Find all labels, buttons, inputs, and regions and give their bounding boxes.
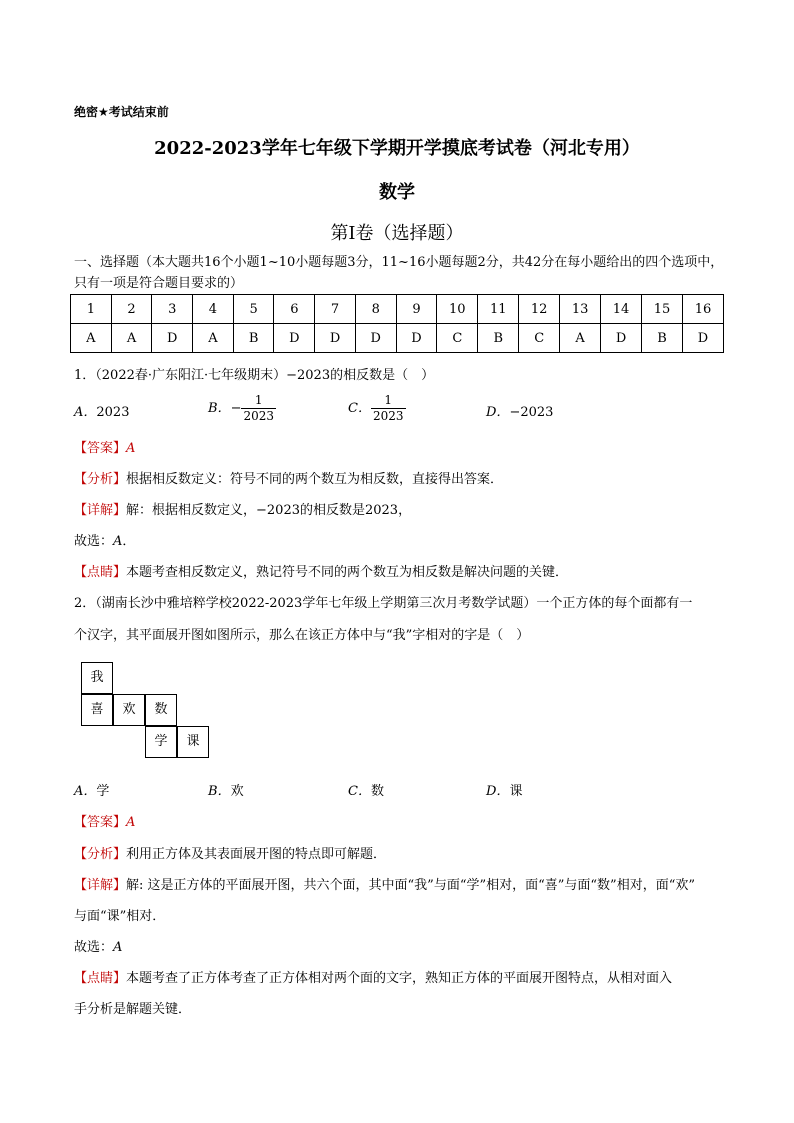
q2-analysis: 利用正方体及其表面展开图的特点即可解题． (126, 847, 387, 862)
answer-cell: D (601, 324, 642, 353)
q2-option-b-text: 欢 (230, 784, 244, 799)
q1-comment: 本题考查相反数定义，熟记符号不同的两个数互为相反数是解决问题的关键． (126, 565, 569, 580)
q1-option-d-label: D． (486, 405, 510, 420)
answer-cell: C (437, 324, 478, 353)
q1-option-c (348, 393, 406, 424)
q1-option-b-sign: − (230, 401, 242, 416)
answer-table-numbers-row (71, 295, 724, 324)
subject-title: 数学 (379, 182, 415, 203)
q2-choose-line (74, 936, 122, 955)
answer-table-answers-row (71, 324, 724, 353)
q2-stem-line-2: 个汉字，其平面展开图如图所示，那么在该正方体中与“我”字相对的字是（ ） (74, 628, 530, 643)
question-number-cell: 6 (274, 295, 315, 324)
question-number-cell: 15 (642, 295, 683, 324)
q1-option-c-label: C． (348, 401, 371, 416)
choose-prefix: 故选： (74, 940, 114, 955)
question-number-cell: 16 (682, 295, 723, 324)
net-cell: 课 (177, 726, 209, 758)
net-cell: 欢 (113, 694, 145, 726)
answer-cell: D (315, 324, 356, 353)
q1-choose-value: A (113, 534, 123, 549)
comment-tag: 【点睛】 (74, 971, 127, 986)
question-number-cell: 13 (560, 295, 601, 324)
q1-choose-line (74, 530, 135, 549)
q1-option-d (486, 401, 553, 420)
q2-option-c-text: 数 (370, 784, 384, 799)
answer-cell: A (71, 324, 112, 353)
q2-choose-value: A (113, 940, 123, 955)
choose-suffix: ． (122, 534, 136, 549)
q1-option-b-fraction (241, 393, 276, 424)
detail-tag: 【详解】 (74, 503, 127, 518)
q2-option-a-label: A． (74, 784, 97, 799)
q1-option-b (208, 393, 276, 424)
answer-cell: D (152, 324, 193, 353)
q2-comment-1: 本题考查了正方体考查了正方体相对两个面的文字，熟知正方体的平面展开图特点，从相对面入 (126, 971, 673, 986)
q1-comment-line (74, 561, 568, 580)
q1-option-d-text: −2023 (509, 405, 554, 420)
q1-detail-line (74, 499, 411, 518)
fraction-numerator: 1 (241, 393, 276, 409)
net-cell: 数 (145, 694, 177, 726)
question-number-cell: 8 (355, 295, 396, 324)
net-cell: 我 (81, 662, 113, 694)
question-number-cell: 9 (396, 295, 437, 324)
answer-tag: 【答案】 (74, 441, 127, 456)
q2-option-a (74, 780, 109, 799)
confidential-mark: 绝密★考试结束前 (74, 105, 169, 119)
q1-option-a-text: 2023 (96, 405, 130, 420)
q1-option-c-fraction (371, 393, 406, 424)
question-number-cell: 11 (478, 295, 519, 324)
question-number-cell: 5 (233, 295, 274, 324)
comment-tag: 【点睛】 (74, 565, 127, 580)
q1-option-a (74, 401, 129, 420)
exam-title: 2022-2023学年七年级下学期开学摸底考试卷（河北专用） (154, 138, 640, 159)
question-number-cell: 2 (111, 295, 152, 324)
answer-cell: B (642, 324, 683, 353)
answer-cell: D (396, 324, 437, 353)
q1-answer-line (74, 437, 135, 456)
question-number-cell: 7 (315, 295, 356, 324)
question-number-cell: 1 (71, 295, 112, 324)
question-number-cell: 12 (519, 295, 560, 324)
q2-detail-1: 解: 这是正方体的平面展开图，共六个面，其中面“我”与面“学”相对，面“喜”与面“数”相对，面“欢” (126, 878, 695, 893)
answer-cell: B (233, 324, 274, 353)
q2-detail-line-1 (74, 874, 695, 893)
q2-option-c (348, 780, 384, 799)
q2-option-d-label: D． (486, 784, 510, 799)
q2-option-c-label: C． (348, 784, 371, 799)
question-number-cell: 14 (601, 295, 642, 324)
q1-answer: A (126, 441, 136, 456)
answer-cell: C (519, 324, 560, 353)
q2-analysis-line (74, 843, 386, 862)
q1-analysis-line (74, 468, 503, 487)
q1-option-b-label: B． (208, 401, 231, 416)
q2-answer-line (74, 811, 135, 830)
answer-table (70, 294, 724, 353)
answer-cell: D (682, 324, 723, 353)
q2-comment-line-1 (74, 967, 672, 986)
question-number-cell: 4 (193, 295, 234, 324)
answer-cell: A (560, 324, 601, 353)
q2-answer: A (126, 815, 136, 830)
q1-option-a-label: A． (74, 405, 97, 420)
q2-stem-line-1: 2．（湖南长沙中雅培粹学校2022-2023学年七年级上学期第三次月考数学试题）一个正方体的每个面都有一 (74, 596, 693, 611)
q2-comment-line-2: 手分析是解题关键． (74, 1002, 192, 1017)
q2-option-a-text: 学 (96, 784, 110, 799)
fraction-denominator: 2023 (243, 409, 275, 423)
question-number-cell: 10 (437, 295, 478, 324)
q1-detail: 解：根据相反数定义，−2023的相反数是2023， (126, 503, 412, 518)
q1-analysis: 根据相反数定义：符号不同的两个数互为相反数，直接得出答案． (126, 472, 504, 487)
fraction-numerator: 1 (371, 393, 406, 409)
answer-cell: D (274, 324, 315, 353)
q2-option-b-label: B． (208, 784, 231, 799)
q2-option-d-text: 课 (509, 784, 523, 799)
q1-stem: 1．（2022春·广东阳江·七年级期末）−2023的相反数是（ ） (74, 368, 435, 383)
answer-tag: 【答案】 (74, 815, 127, 830)
fraction-denominator: 2023 (372, 409, 404, 423)
net-cell: 喜 (81, 694, 113, 726)
analysis-tag: 【分析】 (74, 847, 127, 862)
answer-cell: A (193, 324, 234, 353)
section-instructions: 一、选择题（本大题共16个小题1~10小题每题3分，11~16小题每题2分，共42分在每小题给出的四个选项中，只有一项是符合题目要求的） (74, 255, 724, 291)
answer-cell: A (111, 324, 152, 353)
q2-option-d (486, 780, 522, 799)
q2-option-b (208, 780, 244, 799)
part-title: 第Ⅰ卷（选择题） (330, 223, 464, 244)
q2-detail-line-2: 与面“课”相对． (74, 909, 166, 924)
net-cell: 学 (145, 726, 177, 758)
choose-prefix: 故选： (74, 534, 114, 549)
question-number-cell: 3 (152, 295, 193, 324)
detail-tag: 【详解】 (74, 878, 127, 893)
answer-cell: B (478, 324, 519, 353)
analysis-tag: 【分析】 (74, 472, 127, 487)
answer-cell: D (355, 324, 396, 353)
